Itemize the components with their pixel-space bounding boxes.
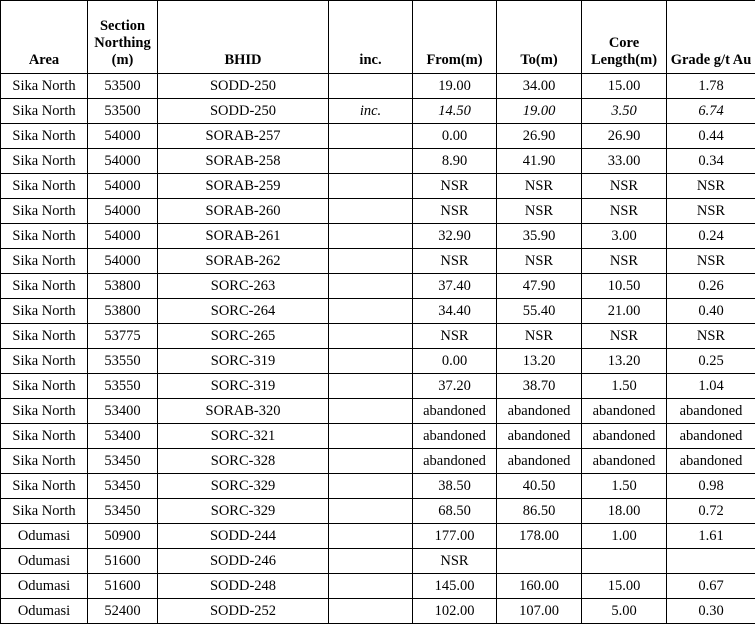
cell-northing: 53550 bbox=[88, 374, 158, 399]
cell-area: Sika North bbox=[1, 499, 88, 524]
cell-from: abandoned bbox=[413, 424, 497, 449]
cell-bhid: SORAB-257 bbox=[158, 124, 329, 149]
cell-inc bbox=[329, 449, 413, 474]
cell-bhid: SORAB-258 bbox=[158, 149, 329, 174]
cell-core-length: 1.50 bbox=[582, 374, 667, 399]
table-row bbox=[1, 374, 755, 399]
cell-grade: abandoned bbox=[667, 449, 755, 474]
cell-inc bbox=[329, 124, 413, 149]
cell-bhid: SORAB-261 bbox=[158, 224, 329, 249]
header-area: Area bbox=[1, 1, 88, 74]
cell-bhid: SORC-328 bbox=[158, 449, 329, 474]
cell-grade: 0.72 bbox=[667, 499, 755, 524]
cell-area: Sika North bbox=[1, 424, 88, 449]
cell-bhid: SORC-319 bbox=[158, 349, 329, 374]
cell-northing: 53800 bbox=[88, 299, 158, 324]
cell-from: 0.00 bbox=[413, 124, 497, 149]
cell-from: 102.00 bbox=[413, 599, 497, 624]
cell-core-length: 10.50 bbox=[582, 274, 667, 299]
cell-inc bbox=[329, 74, 413, 99]
cell-bhid: SORC-321 bbox=[158, 424, 329, 449]
cell-area: Sika North bbox=[1, 124, 88, 149]
cell-core-length bbox=[582, 549, 667, 574]
cell-to: abandoned bbox=[497, 449, 582, 474]
cell-area: Odumasi bbox=[1, 524, 88, 549]
cell-from: 19.00 bbox=[413, 74, 497, 99]
cell-bhid: SODD-250 bbox=[158, 74, 329, 99]
cell-grade: NSR bbox=[667, 324, 755, 349]
table-row bbox=[1, 224, 755, 249]
cell-northing: 53500 bbox=[88, 99, 158, 124]
cell-bhid: SORAB-320 bbox=[158, 399, 329, 424]
table-row bbox=[1, 299, 755, 324]
cell-to bbox=[497, 549, 582, 574]
header-to: To(m) bbox=[497, 1, 582, 74]
cell-inc bbox=[329, 599, 413, 624]
cell-from: 34.40 bbox=[413, 299, 497, 324]
cell-to: 19.00 bbox=[497, 99, 582, 124]
cell-to: 178.00 bbox=[497, 524, 582, 549]
table-row bbox=[1, 549, 755, 574]
table-row bbox=[1, 324, 755, 349]
cell-area: Sika North bbox=[1, 349, 88, 374]
cell-from: 37.20 bbox=[413, 374, 497, 399]
cell-area: Sika North bbox=[1, 449, 88, 474]
cell-grade: 0.40 bbox=[667, 299, 755, 324]
cell-core-length: 1.50 bbox=[582, 474, 667, 499]
table-row bbox=[1, 199, 755, 224]
cell-from: NSR bbox=[413, 549, 497, 574]
cell-to: NSR bbox=[497, 324, 582, 349]
cell-grade: 0.34 bbox=[667, 149, 755, 174]
cell-bhid: SODD-248 bbox=[158, 574, 329, 599]
cell-grade: NSR bbox=[667, 199, 755, 224]
cell-grade: abandoned bbox=[667, 424, 755, 449]
cell-bhid: SORC-264 bbox=[158, 299, 329, 324]
cell-inc bbox=[329, 274, 413, 299]
cell-to: 41.90 bbox=[497, 149, 582, 174]
cell-inc bbox=[329, 224, 413, 249]
cell-northing: 54000 bbox=[88, 224, 158, 249]
cell-grade: 0.25 bbox=[667, 349, 755, 374]
cell-area: Sika North bbox=[1, 399, 88, 424]
cell-core-length: 21.00 bbox=[582, 299, 667, 324]
cell-bhid: SORC-329 bbox=[158, 474, 329, 499]
table-row bbox=[1, 349, 755, 374]
cell-core-length: 18.00 bbox=[582, 499, 667, 524]
cell-core-length: abandoned bbox=[582, 424, 667, 449]
cell-area: Sika North bbox=[1, 99, 88, 124]
cell-core-length: 33.00 bbox=[582, 149, 667, 174]
header-inc: inc. bbox=[329, 1, 413, 74]
cell-inc bbox=[329, 324, 413, 349]
table-row bbox=[1, 274, 755, 299]
cell-northing: 54000 bbox=[88, 124, 158, 149]
header-bhid: BHID bbox=[158, 1, 329, 74]
cell-from: 68.50 bbox=[413, 499, 497, 524]
cell-grade: NSR bbox=[667, 249, 755, 274]
cell-northing: 54000 bbox=[88, 174, 158, 199]
cell-area: Sika North bbox=[1, 199, 88, 224]
table-row bbox=[1, 124, 755, 149]
cell-inc: inc. bbox=[329, 99, 413, 124]
cell-inc bbox=[329, 499, 413, 524]
cell-inc bbox=[329, 349, 413, 374]
cell-northing: 52400 bbox=[88, 599, 158, 624]
table-row bbox=[1, 599, 755, 624]
cell-bhid: SORAB-262 bbox=[158, 249, 329, 274]
cell-area: Sika North bbox=[1, 224, 88, 249]
cell-grade: 6.74 bbox=[667, 99, 755, 124]
cell-from: 0.00 bbox=[413, 349, 497, 374]
cell-to: abandoned bbox=[497, 399, 582, 424]
cell-bhid: SORC-263 bbox=[158, 274, 329, 299]
cell-bhid: SORC-329 bbox=[158, 499, 329, 524]
cell-bhid: SORC-265 bbox=[158, 324, 329, 349]
cell-inc bbox=[329, 174, 413, 199]
cell-from: 8.90 bbox=[413, 149, 497, 174]
cell-area: Sika North bbox=[1, 374, 88, 399]
cell-to: 160.00 bbox=[497, 574, 582, 599]
cell-to: NSR bbox=[497, 174, 582, 199]
cell-core-length: NSR bbox=[582, 249, 667, 274]
cell-inc bbox=[329, 524, 413, 549]
cell-northing: 54000 bbox=[88, 249, 158, 274]
cell-northing: 51600 bbox=[88, 549, 158, 574]
cell-to: 40.50 bbox=[497, 474, 582, 499]
cell-from: 32.90 bbox=[413, 224, 497, 249]
cell-from: 38.50 bbox=[413, 474, 497, 499]
cell-inc bbox=[329, 149, 413, 174]
cell-core-length: 15.00 bbox=[582, 574, 667, 599]
cell-core-length: 26.90 bbox=[582, 124, 667, 149]
cell-core-length: 3.00 bbox=[582, 224, 667, 249]
header-core-length: Core Length(m) bbox=[582, 1, 667, 74]
cell-core-length: NSR bbox=[582, 174, 667, 199]
cell-inc bbox=[329, 299, 413, 324]
cell-grade: 0.44 bbox=[667, 124, 755, 149]
cell-grade: abandoned bbox=[667, 399, 755, 424]
cell-from: 145.00 bbox=[413, 574, 497, 599]
cell-area: Sika North bbox=[1, 174, 88, 199]
cell-grade: 1.78 bbox=[667, 74, 755, 99]
cell-grade: 0.24 bbox=[667, 224, 755, 249]
cell-core-length: 1.00 bbox=[582, 524, 667, 549]
cell-northing: 53550 bbox=[88, 349, 158, 374]
cell-to: 35.90 bbox=[497, 224, 582, 249]
cell-northing: 50900 bbox=[88, 524, 158, 549]
cell-to: 34.00 bbox=[497, 74, 582, 99]
cell-grade: 0.30 bbox=[667, 599, 755, 624]
cell-core-length: NSR bbox=[582, 324, 667, 349]
cell-northing: 53400 bbox=[88, 424, 158, 449]
cell-from: NSR bbox=[413, 199, 497, 224]
table-row bbox=[1, 174, 755, 199]
cell-grade: 0.98 bbox=[667, 474, 755, 499]
cell-inc bbox=[329, 549, 413, 574]
table-row bbox=[1, 74, 755, 99]
cell-to: 38.70 bbox=[497, 374, 582, 399]
table-row bbox=[1, 524, 755, 549]
cell-northing: 53500 bbox=[88, 74, 158, 99]
cell-to: 13.20 bbox=[497, 349, 582, 374]
cell-from: 177.00 bbox=[413, 524, 497, 549]
cell-from: 37.40 bbox=[413, 274, 497, 299]
cell-northing: 51600 bbox=[88, 574, 158, 599]
cell-bhid: SORAB-260 bbox=[158, 199, 329, 224]
table-row bbox=[1, 424, 755, 449]
cell-bhid: SODD-250 bbox=[158, 99, 329, 124]
cell-area: Sika North bbox=[1, 474, 88, 499]
cell-area: Odumasi bbox=[1, 549, 88, 574]
cell-inc bbox=[329, 424, 413, 449]
cell-to: abandoned bbox=[497, 424, 582, 449]
cell-area: Sika North bbox=[1, 74, 88, 99]
cell-from: 14.50 bbox=[413, 99, 497, 124]
cell-bhid: SORAB-259 bbox=[158, 174, 329, 199]
cell-core-length: 3.50 bbox=[582, 99, 667, 124]
cell-core-length: abandoned bbox=[582, 399, 667, 424]
cell-inc bbox=[329, 249, 413, 274]
cell-inc bbox=[329, 574, 413, 599]
cell-bhid: SORC-319 bbox=[158, 374, 329, 399]
cell-to: 47.90 bbox=[497, 274, 582, 299]
cell-core-length: abandoned bbox=[582, 449, 667, 474]
table-row bbox=[1, 149, 755, 174]
cell-area: Odumasi bbox=[1, 599, 88, 624]
cell-grade: 1.04 bbox=[667, 374, 755, 399]
cell-from: NSR bbox=[413, 324, 497, 349]
cell-grade: 1.61 bbox=[667, 524, 755, 549]
table-body bbox=[1, 74, 755, 624]
cell-area: Sika North bbox=[1, 324, 88, 349]
cell-area: Odumasi bbox=[1, 574, 88, 599]
cell-northing: 53775 bbox=[88, 324, 158, 349]
cell-grade: 0.67 bbox=[667, 574, 755, 599]
cell-to: NSR bbox=[497, 199, 582, 224]
cell-to: 26.90 bbox=[497, 124, 582, 149]
cell-from: NSR bbox=[413, 174, 497, 199]
table-row bbox=[1, 399, 755, 424]
table-row bbox=[1, 574, 755, 599]
header-section-northing: Section Northing (m) bbox=[88, 1, 158, 74]
cell-area: Sika North bbox=[1, 149, 88, 174]
cell-core-length: NSR bbox=[582, 199, 667, 224]
cell-grade: 0.26 bbox=[667, 274, 755, 299]
table-row bbox=[1, 499, 755, 524]
header-grade: Grade g/t Au bbox=[667, 1, 755, 74]
cell-grade bbox=[667, 549, 755, 574]
cell-to: 55.40 bbox=[497, 299, 582, 324]
cell-inc bbox=[329, 374, 413, 399]
cell-bhid: SODD-252 bbox=[158, 599, 329, 624]
cell-core-length: 5.00 bbox=[582, 599, 667, 624]
table-row bbox=[1, 449, 755, 474]
cell-area: Sika North bbox=[1, 249, 88, 274]
cell-northing: 53450 bbox=[88, 499, 158, 524]
cell-inc bbox=[329, 399, 413, 424]
cell-grade: NSR bbox=[667, 174, 755, 199]
header-row bbox=[1, 1, 755, 74]
cell-inc bbox=[329, 474, 413, 499]
cell-inc bbox=[329, 199, 413, 224]
cell-core-length: 13.20 bbox=[582, 349, 667, 374]
cell-northing: 53800 bbox=[88, 274, 158, 299]
cell-to: 107.00 bbox=[497, 599, 582, 624]
cell-bhid: SODD-246 bbox=[158, 549, 329, 574]
cell-bhid: SODD-244 bbox=[158, 524, 329, 549]
cell-northing: 54000 bbox=[88, 149, 158, 174]
table-row bbox=[1, 474, 755, 499]
cell-northing: 53450 bbox=[88, 474, 158, 499]
cell-core-length: 15.00 bbox=[582, 74, 667, 99]
cell-from: abandoned bbox=[413, 449, 497, 474]
cell-to: 86.50 bbox=[497, 499, 582, 524]
table-row bbox=[1, 99, 755, 124]
cell-to: NSR bbox=[497, 249, 582, 274]
table-row bbox=[1, 249, 755, 274]
cell-northing: 53400 bbox=[88, 399, 158, 424]
cell-area: Sika North bbox=[1, 299, 88, 324]
cell-northing: 54000 bbox=[88, 199, 158, 224]
cell-northing: 53450 bbox=[88, 449, 158, 474]
header-from: From(m) bbox=[413, 1, 497, 74]
cell-area: Sika North bbox=[1, 274, 88, 299]
cell-from: NSR bbox=[413, 249, 497, 274]
cell-from: abandoned bbox=[413, 399, 497, 424]
